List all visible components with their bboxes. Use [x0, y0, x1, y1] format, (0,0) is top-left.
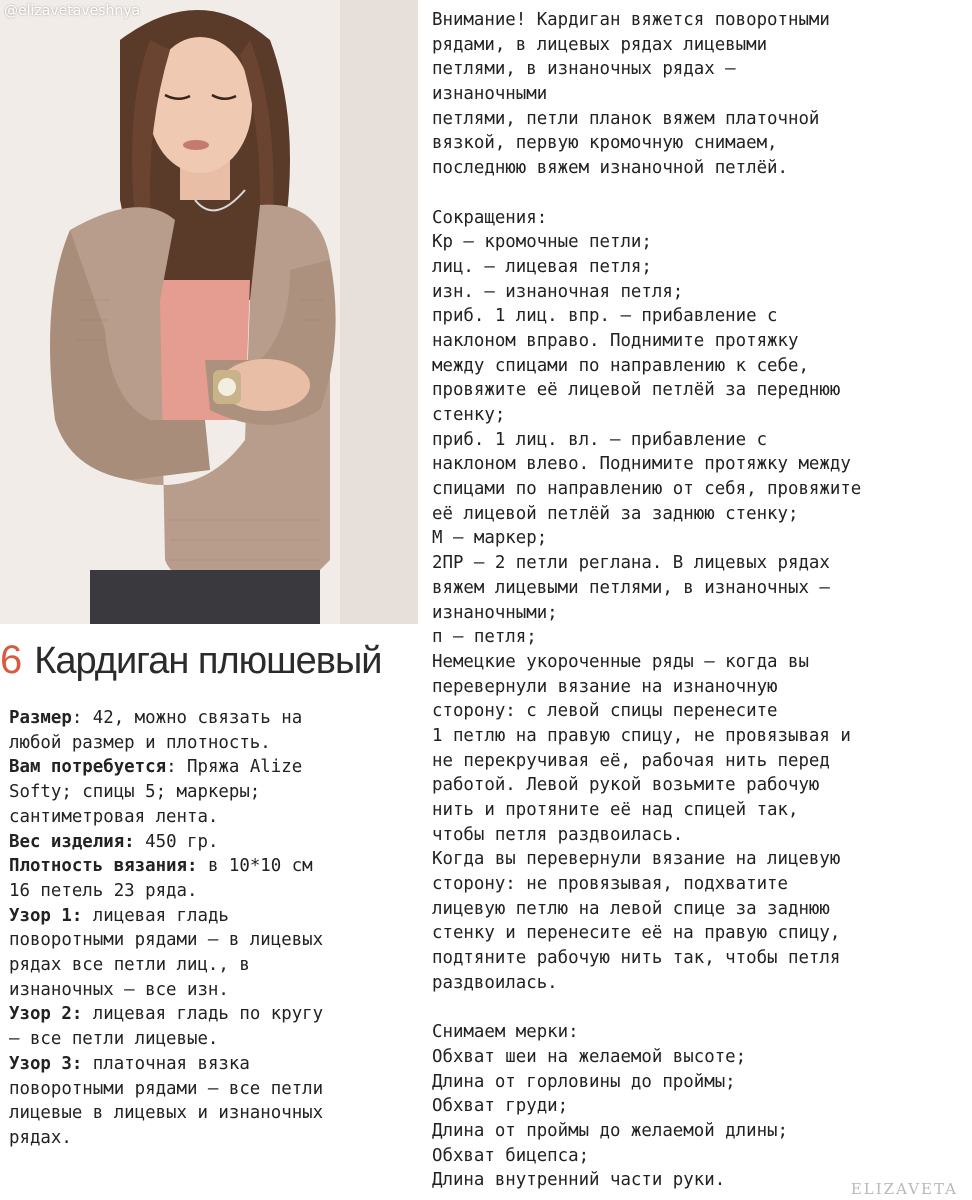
spec-text: лицевая гладь по кругу – все петли лицевые. [9, 1004, 324, 1050]
instruction-line: петлями, в изнаночных рядах – [432, 59, 736, 80]
instruction-line: последнюю вяжем изнаночной петлёй. [432, 158, 788, 179]
instruction-line: изнаночными; [432, 602, 558, 623]
spec-weight [9, 830, 413, 855]
instruction-line [432, 181, 968, 206]
spec-text: 42, можно связать на любой размер и плотность. [9, 708, 303, 753]
instruction-line: её лицевой петлёй за заднюю стенку; [432, 503, 799, 524]
instruction-line: Внимание! Кардиган вяжется поворотными [432, 10, 830, 30]
instruction-line: провяжите её лицевой петлёй за переднюю [432, 380, 841, 401]
instruction-line: стенку; [432, 405, 506, 425]
instruction-line: стенку и перенесите её на правую спицу, [432, 923, 841, 944]
spec-sep: : [71, 708, 93, 728]
woman-in-cardigan-illustration [0, 0, 418, 624]
spec-label: Узор 3: [9, 1053, 83, 1074]
instruction-line: изн. – изнаночная петля; [432, 281, 684, 302]
instruction-line: наклоном вправо. Поднимите протяжку [432, 330, 799, 351]
spec-gauge [9, 854, 413, 903]
instruction-line: работой. Левой рукой возьмите рабочую [432, 775, 820, 796]
spec-sep [82, 1004, 92, 1024]
spec-text: 450 гр. [145, 831, 219, 852]
spec-sep [197, 856, 207, 876]
spec-pattern-2 [9, 1002, 413, 1051]
instruction-line [432, 996, 968, 1021]
pattern-name: Кардиган плюшевый [34, 640, 382, 682]
pattern-title [0, 638, 420, 694]
instruction-line: раздвоилась. [432, 972, 558, 993]
instruction-line: перевернули вязание на изнаночную [432, 676, 778, 697]
spec-sep [82, 906, 92, 926]
spec-label: Вес изделия: [9, 831, 135, 852]
instagram-handle: @elizavetaveshnya [4, 3, 141, 19]
instruction-line: между спицами по направлению к себе, [432, 355, 809, 376]
instruction-line: Сокращения: [432, 207, 548, 228]
spec-sep: : [166, 757, 188, 778]
spec-label: Размер [9, 708, 72, 728]
instruction-line: чтобы петля раздвоилась. [432, 824, 684, 845]
instructions-section [432, 8, 968, 1193]
instruction-line: сторону: с левой спицы перенесите [432, 701, 778, 722]
instruction-line: вяжем лицевыми петлями, в изнаночных – [432, 577, 830, 598]
instruction-line: Обхват шеи на желаемой высоте; [432, 1046, 747, 1067]
instruction-line: подтяните рабочую нить так, чтобы петля [432, 948, 841, 969]
instruction-line: вязкой, первую кромочную снимаем, [432, 133, 778, 154]
instruction-line: М – маркер; [432, 528, 548, 549]
spec-pattern-1 [9, 904, 413, 1003]
spec-materials [9, 755, 413, 829]
spec-text: платочная вязка поворотными рядами – все петли лицевые в лицевых и изнаночных рядах. [9, 1053, 324, 1148]
instruction-line: Длина внутренний части руки. [432, 1170, 726, 1191]
instruction-line: лицевую петлю на левой спице за заднюю [432, 898, 830, 919]
instruction-line: 1 петлю на правую спицу, не провязывая и [432, 725, 851, 746]
instruction-line: спицами по направлению от себя, провяжите [432, 479, 862, 500]
spec-text: в 10*10 см 16 петель 23 ряда. [9, 856, 313, 901]
instruction-line: лиц. – лицевая петля; [432, 256, 652, 277]
instruction-line: не перекручивая её, рабочая нить перед [432, 750, 830, 771]
instruction-line: Обхват бицепса; [432, 1145, 590, 1166]
brand-watermark: ELIZAVETA [850, 1180, 958, 1198]
instruction-line: Немецкие укороченные ряды – когда вы [432, 651, 809, 672]
spec-text: Пряжа Alize Softy; спицы 5; маркеры; сантиметровая лента. [9, 757, 303, 827]
instruction-line: сторону: не провязывая, подхватите [432, 874, 788, 895]
instruction-line: Обхват груди; [432, 1096, 569, 1117]
instruction-line: Длина от горловины до проймы; [432, 1071, 736, 1092]
product-photo [0, 0, 418, 624]
instruction-line: Снимаем мерки: [432, 1022, 579, 1043]
spec-label: Плотность вязания: [9, 856, 198, 877]
instruction-line: п – петля; [432, 627, 537, 648]
instruction-line: наклоном влево. Поднимите протяжку между [432, 454, 851, 475]
spec-label: Узор 2: [9, 1004, 83, 1025]
instruction-line: Кр – кромочные петли; [432, 232, 652, 253]
instruction-line: приб. 1 лиц. впр. – прибавление с [432, 306, 778, 327]
spec-label: Узор 1: [9, 905, 83, 926]
spec-pattern-3 [9, 1052, 413, 1151]
specs-section [9, 706, 413, 1151]
instruction-line: Длина от проймы до желаемой длины; [432, 1120, 788, 1141]
instruction-line: нить и протяните её над спицей так, [432, 800, 799, 820]
instruction-line: Когда вы перевернули вязание на лицевую [432, 849, 841, 870]
spec-size [9, 706, 413, 755]
spec-sep [135, 832, 145, 852]
instruction-line: приб. 1 лиц. вл. – прибавление с [432, 429, 768, 450]
spec-label: Вам потребуется [9, 757, 167, 778]
instruction-line: петлями, петли планок вяжем платочной [432, 108, 820, 129]
spec-sep [82, 1054, 92, 1074]
instruction-line: рядами, в лицевых рядах лицевыми [432, 34, 768, 55]
pattern-number: 6 [0, 638, 23, 682]
spec-text: лицевая гладь поворотными рядами – в лицевых рядах все петли лиц., в изнаночных – все изн. [9, 905, 324, 1000]
instruction-line: изнаночными [432, 84, 548, 105]
instruction-line: 2ПР – 2 петли реглана. В лицевых рядах [432, 553, 830, 574]
